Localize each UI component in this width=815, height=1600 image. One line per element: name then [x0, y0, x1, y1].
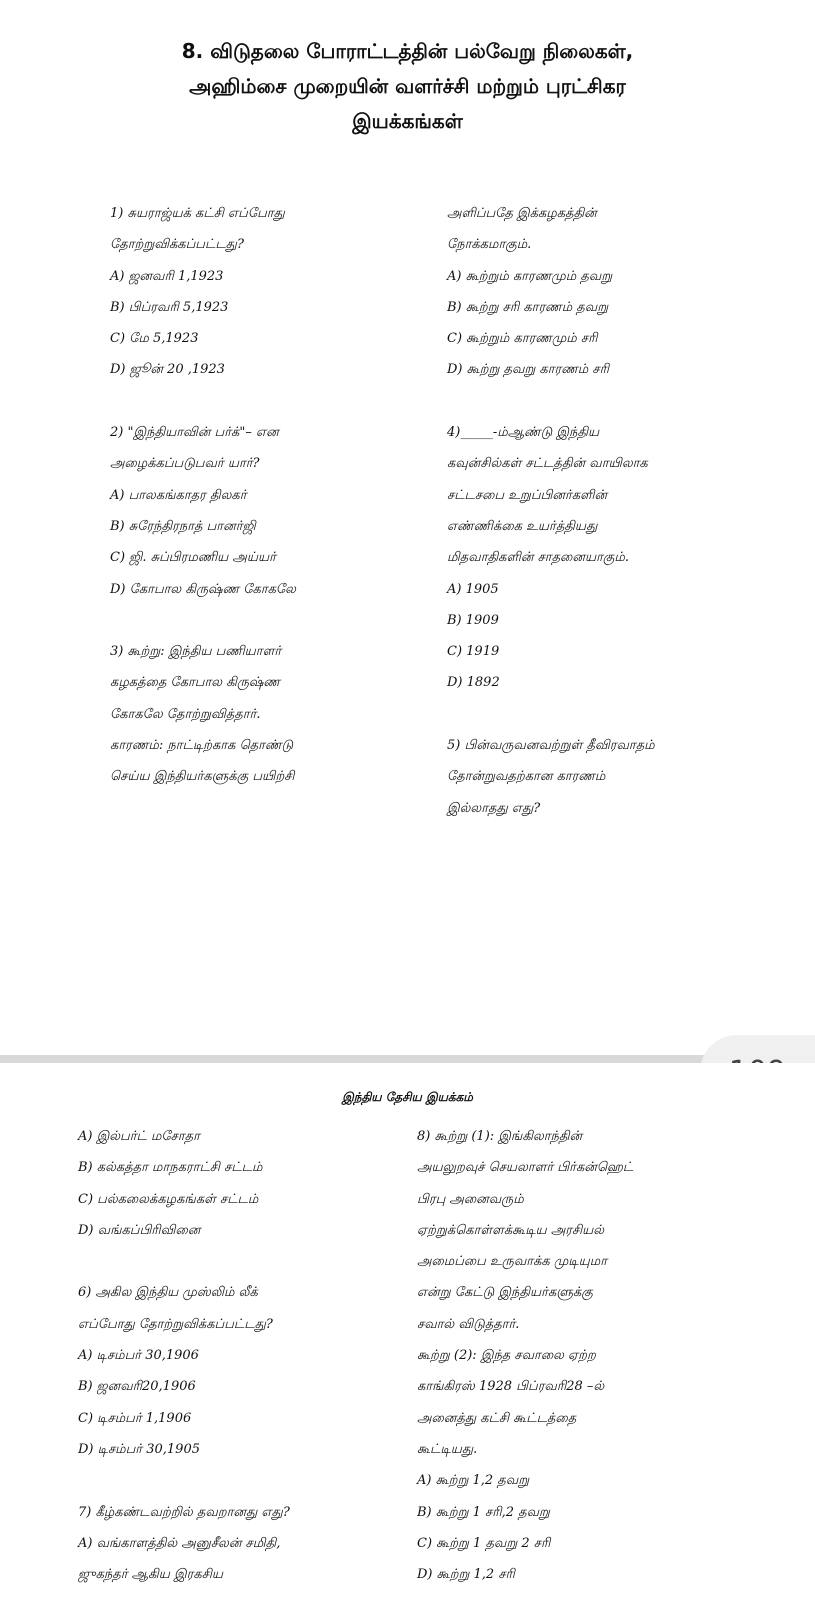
text-line: C) பல்கலைக்கழகங்கள் சட்டம்: [78, 1191, 259, 1207]
text-line: தோற்றுவிக்கப்பட்டது?: [110, 237, 244, 253]
text-line: பிரபு அனைவரும்: [417, 1191, 524, 1207]
text-line: அமைப்பை உருவாக்க முடியுமா: [417, 1254, 608, 1270]
text-line: சவால் விடுத்தார்.: [417, 1316, 520, 1332]
text-line: B) சுரேந்திரநாத் பானர்ஜி: [110, 518, 256, 534]
text-line: A) கூற்றும் காரணமும் தவறு: [447, 268, 613, 284]
text-line: D) கோபால கிருஷ்ண கோகலே: [110, 581, 296, 597]
text-line: தோன்றுவதற்கான காரணம்: [447, 769, 606, 785]
text-line: D) வங்கப்பிரிவினை: [78, 1222, 201, 1238]
text-line: B) பிப்ரவரி 5,1923: [110, 299, 229, 315]
text-line: A) பாலகங்காதர திலகர்: [110, 487, 247, 503]
text-line: A) வங்காளத்தில் அனுசீலன் சமிதி,: [78, 1535, 281, 1551]
chapter-title-line: 8. விடுதலை போராட்டத்தின் பல்வேறு நிலைகள்,: [181, 39, 634, 63]
text-line: 6) அகில இந்திய முஸ்லிம் லீக்: [78, 1285, 258, 1301]
text-line: D) டிசம்பர் 30,1905: [78, 1441, 200, 1457]
text-line: எப்போது தோற்றுவிக்கப்பட்டது?: [78, 1316, 273, 1332]
text-line: 7) கீழ்கண்டவற்றில் தவறானது எது?: [78, 1504, 290, 1520]
text-line: மிதவாதிகளின் சாதனையாகும்.: [447, 550, 629, 566]
text-line: அனைத்து கட்சி கூட்டத்தை: [417, 1410, 577, 1426]
text-line: B) 1909: [447, 612, 499, 628]
text-line: அயலுறவுச் செயலாளர் பிர்கன்ஹெட்: [417, 1160, 634, 1176]
text-line: ஜுகந்தர் ஆகிய இரகசிய: [78, 1567, 224, 1583]
text-line: காரணம்: நாட்டிற்காக தொண்டு: [110, 738, 294, 754]
text-line: C) ஜி. சுப்பிரமணிய அய்யர்: [110, 550, 276, 566]
text-line: [78, 1465, 398, 1496]
text-line: C) டிசம்பர் 1,1906: [78, 1410, 192, 1426]
text-line: D) கூற்று 1,2 சரி: [417, 1567, 515, 1583]
chapter-title: [60, 34, 755, 139]
text-line: [110, 386, 410, 417]
text-line: 5) பின்வருவனவற்றுள் தீவிரவாதம்: [447, 738, 655, 754]
text-line: B) ஜனவரி20,1906: [78, 1379, 196, 1395]
text-line: கவுன்சில்கள் சட்டத்தின் வாயிலாக: [447, 456, 648, 472]
page1-left-column: [110, 198, 410, 793]
text-line: 3) கூற்று: இந்திய பணியாளர்: [110, 644, 282, 660]
text-line: C) கூற்று 1 தவறு 2 சரி: [417, 1535, 551, 1551]
text-line: A) டிசம்பர் 30,1906: [78, 1348, 199, 1364]
page-divider: [0, 1055, 815, 1063]
text-line: செய்ய இந்தியர்களுக்கு பயிற்சி: [110, 769, 295, 785]
text-line: என்று கேட்டு இந்தியர்களுக்கு: [417, 1285, 593, 1301]
text-line: D) 1892: [447, 675, 500, 691]
text-line: C) கூற்றும் காரணமும் சரி: [447, 331, 598, 347]
text-line: A) இல்பர்ட் மசோதா: [78, 1129, 200, 1144]
text-line: [447, 386, 777, 417]
text-line: அளிப்பதே இக்கழகத்தின்: [447, 206, 597, 221]
running-head: இந்திய தேசிய இயக்கம்: [342, 1090, 473, 1104]
chapter-title-line: இயக்கங்கள்: [352, 109, 463, 133]
text-line: 8) கூற்று (1): இங்கிலாந்தின்: [417, 1129, 583, 1144]
text-line: C) 1919: [447, 644, 500, 660]
text-line: காங்கிரஸ் 1928 பிப்ரவரி28 –ல்: [417, 1379, 605, 1395]
text-line: ஏற்றுக்கொள்ளக்கூடிய அரசியல்: [417, 1222, 605, 1238]
text-line: C) மே 5,1923: [110, 331, 199, 347]
text-line: B) கூற்று 1 சரி,2 தவறு: [417, 1504, 550, 1520]
text-line: A) 1905: [447, 581, 499, 597]
text-line: A) ஜனவரி 1,1923: [110, 268, 224, 284]
text-line: சட்டசபை உறுப்பினர்களின்: [447, 487, 608, 503]
text-line: [110, 605, 410, 636]
page2-right-column: [417, 1121, 777, 1590]
text-line: B) கூற்று சரி காரணம் தவறு: [447, 299, 609, 315]
text-line: 4)_____-ம்ஆண்டு இந்திய: [447, 425, 600, 441]
text-line: D) ஜூன் 20 ,1923: [110, 362, 225, 378]
text-line: கழகத்தை கோபால கிருஷ்ண: [110, 675, 280, 691]
text-line: 1) சுயராஜ்யக் கட்சி எப்போது: [110, 206, 285, 221]
page1-right-column: [447, 198, 777, 824]
text-line: D) கூற்று தவறு காரணம் சரி: [447, 362, 609, 378]
text-line: அழைக்கப்படுபவர் யார்?: [110, 456, 260, 472]
text-line: A) கூற்று 1,2 தவறு: [417, 1473, 530, 1489]
text-line: நோக்கமாகும்.: [447, 237, 532, 253]
text-line: எண்ணிக்கை உயர்த்தியது: [447, 518, 598, 534]
text-line: கூற்று (2): இந்த சவாலை ஏற்ற: [417, 1348, 596, 1364]
text-line: [78, 1246, 398, 1277]
text-line: 2) "இந்தியாவின் பர்க்"– என: [110, 425, 279, 441]
page2-left-column: [78, 1121, 398, 1590]
chapter-title-line: அஹிம்சை முறையின் வளர்ச்சி மற்றும் புரட்சிகர: [189, 74, 626, 98]
text-line: [447, 699, 777, 730]
text-line: கோகலே தோற்றுவித்தார்.: [110, 706, 261, 722]
text-line: B) கல்கத்தா மாநகராட்சி சட்டம்: [78, 1160, 263, 1176]
text-line: இல்லாதது எது?: [447, 800, 541, 816]
text-line: கூட்டியது.: [417, 1441, 478, 1457]
